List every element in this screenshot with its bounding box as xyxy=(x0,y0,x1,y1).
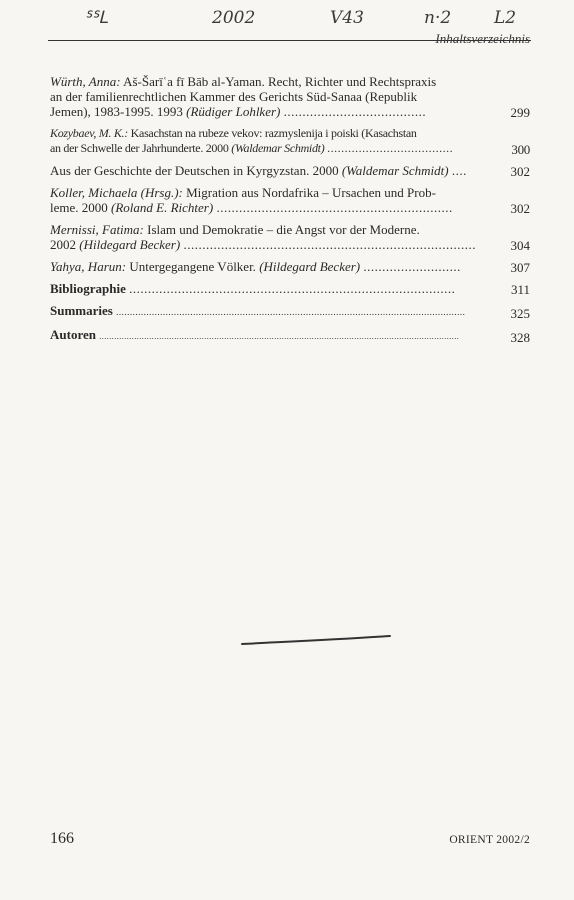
leader-dots: .................................... xyxy=(327,141,454,155)
entry-reviewer: (Rüdiger Lohlker) xyxy=(186,104,281,119)
section-label: Autoren xyxy=(50,327,96,342)
toc-entry[interactable] xyxy=(50,74,530,119)
handwritten-note: 2002 xyxy=(212,8,256,28)
entry-title: Islam und Demokratie – die Angst vor der Moderne. xyxy=(147,222,420,237)
entry-reviewer: (Hildegard Becker) xyxy=(79,237,181,252)
leader-dots: ............................................................... xyxy=(216,200,453,215)
page-number: 166 xyxy=(50,830,74,847)
entry-page-number: 302 xyxy=(510,164,530,179)
entry-page-number: 300 xyxy=(511,142,530,157)
journal-reference: ORIENT 2002/2 xyxy=(449,834,530,846)
entry-page-number: 302 xyxy=(510,201,530,216)
entry-author: Kozybaev, M. K.: xyxy=(50,126,128,140)
toc-section-bibliographie[interactable] xyxy=(50,281,530,296)
running-head: Inhaltsverzeichnis xyxy=(435,31,530,46)
entry-title-continued: an der familienrechtlichen Kammer des Gerichts Süd-Sanaa (Republik xyxy=(50,89,418,104)
section-page-number: 325 xyxy=(510,306,530,321)
table-of-contents xyxy=(50,74,530,351)
toc-entry[interactable] xyxy=(50,163,530,178)
entry-title-continued: an der Schwelle der Jahrhunderte. 2000 xyxy=(50,141,229,155)
entry-title: Kasachstan na rubeze vekov: razmyslenija i poiski (Kasachstan xyxy=(130,126,417,140)
leader-dots: ................................................................................................................................................ xyxy=(99,332,460,341)
header-rule xyxy=(48,40,531,41)
section-page-number: 328 xyxy=(510,330,530,345)
handwritten-note: V43 xyxy=(330,8,364,28)
toc-entry[interactable] xyxy=(50,126,530,156)
handwritten-stroke xyxy=(240,632,392,648)
entry-author: Koller, Michaela (Hrsg.): xyxy=(50,185,183,200)
entry-author: Mernissi, Fatima: xyxy=(50,222,144,237)
leader-dots: ............................................................................................................................... xyxy=(116,307,466,317)
toc-entry[interactable] xyxy=(50,259,530,274)
entry-title-continued: leme. 2000 xyxy=(50,200,108,215)
entry-author: Würth, Anna: xyxy=(50,74,121,89)
toc-entry[interactable] xyxy=(50,222,530,252)
handwritten-note: ᔆᔆᒪ xyxy=(84,8,108,28)
entry-reviewer: (Waldemar Schmidt) xyxy=(231,141,325,155)
section-label: Summaries xyxy=(50,303,113,318)
section-page-number: 311 xyxy=(510,282,530,297)
leader-dots: ....................................................................................... xyxy=(129,281,456,296)
entry-title: Untergegangene Völker. xyxy=(129,259,256,274)
entry-page-number: 304 xyxy=(510,238,530,253)
entry-title: Aš-Šarīʿa fī Bāb al-Yaman. Recht, Richter und Rechtspraxis xyxy=(123,74,437,89)
section-label: Bibliographie xyxy=(50,281,126,296)
leader-dots: ...................................... xyxy=(283,104,427,119)
toc-section-summaries[interactable] xyxy=(50,303,530,320)
leader-dots: .......................... xyxy=(363,259,461,274)
entry-reviewer: (Waldemar Schmidt) xyxy=(341,163,449,178)
entry-page-number: 307 xyxy=(510,260,530,275)
entry-reviewer: (Hildegard Becker) xyxy=(259,259,361,274)
entry-author: Yahya, Harun: xyxy=(50,259,127,274)
entry-title: Migration aus Nordafrika – Ursachen und Prob- xyxy=(186,185,436,200)
toc-entry[interactable] xyxy=(50,185,530,215)
entry-title: Aus der Geschichte der Deutschen in Kyrgyzstan. 2000 xyxy=(50,163,339,178)
entry-title-continued: 2002 xyxy=(50,237,76,252)
leader-dots: .............................................................................. xyxy=(183,237,476,252)
entry-title-continued: Jemen), 1983-1995. 1993 xyxy=(50,104,183,119)
handwritten-note: L2 xyxy=(494,8,517,28)
entry-page-number: 299 xyxy=(510,105,530,120)
leader-dots: .... xyxy=(451,163,467,178)
toc-section-autoren[interactable] xyxy=(50,327,530,344)
entry-reviewer: (Roland E. Richter) xyxy=(111,200,214,215)
handwritten-note: n·2 xyxy=(424,8,452,28)
